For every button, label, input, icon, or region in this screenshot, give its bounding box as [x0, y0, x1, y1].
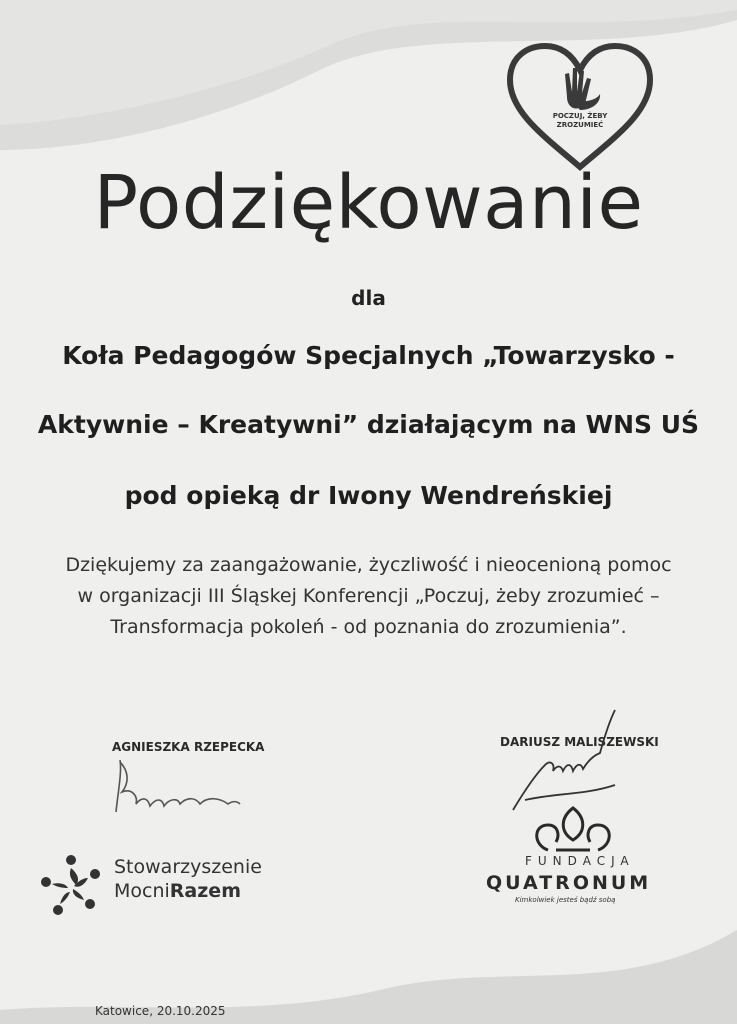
quatronum-logo-icon [528, 800, 618, 855]
stowarzyszenie-name-line-2 [114, 880, 241, 902]
thanks-line-1: Dziękujemy za zaangażowanie, życzliwość i nieocenioną pomoc [65, 554, 672, 576]
foundation-name: QUATRONUM [486, 872, 652, 894]
thanks-line-3: Transformacja pokoleń - od poznania do zrozumienia”. [110, 616, 627, 638]
foundation-label: FUNDACJA [525, 854, 635, 868]
certificate-title: Podziękowanie [93, 160, 644, 246]
for-word: dla [351, 286, 386, 310]
stowarzyszenie-name-part-a: Mocni [114, 880, 170, 902]
stowarzyszenie-logo-icon [38, 852, 104, 918]
thanks-line-2: w organizacji III Śląskej Konferencji „Poczuj, żeby zrozumieć – [77, 585, 660, 607]
foundation-tagline: Kimkolwiek jesteś bądź sobą [515, 896, 616, 904]
signatory-left-name: AGNIESZKA RZEPECKA [112, 740, 265, 754]
heart-logo [505, 42, 655, 172]
place-date: Katowice, 20.10.2025 [95, 1004, 226, 1018]
stowarzyszenie-name-part-b: Razem [169, 880, 241, 902]
thanks-paragraph [0, 550, 737, 643]
signatory-right-name: DARIUSZ MALISZEWSKI [500, 735, 659, 749]
recipient-line-2: Aktywnie – Kreatywni” działającym na WNS UŚ [37, 410, 700, 439]
recipient-line-3: pod opieką dr Iwony Wendreńskiej [124, 481, 613, 510]
signature-left [108, 752, 248, 832]
hand-icon [565, 68, 600, 110]
heart-logo-text-2: ZROZUMIEĆ [556, 121, 604, 129]
recipient-line-1: Koła Pedagogów Specjalnych „Towarzysko - [62, 341, 675, 370]
heart-logo-text-1: POCZUJ, ŻEBY [552, 112, 608, 120]
stowarzyszenie-name-line-1: Stowarzyszenie [114, 856, 262, 878]
